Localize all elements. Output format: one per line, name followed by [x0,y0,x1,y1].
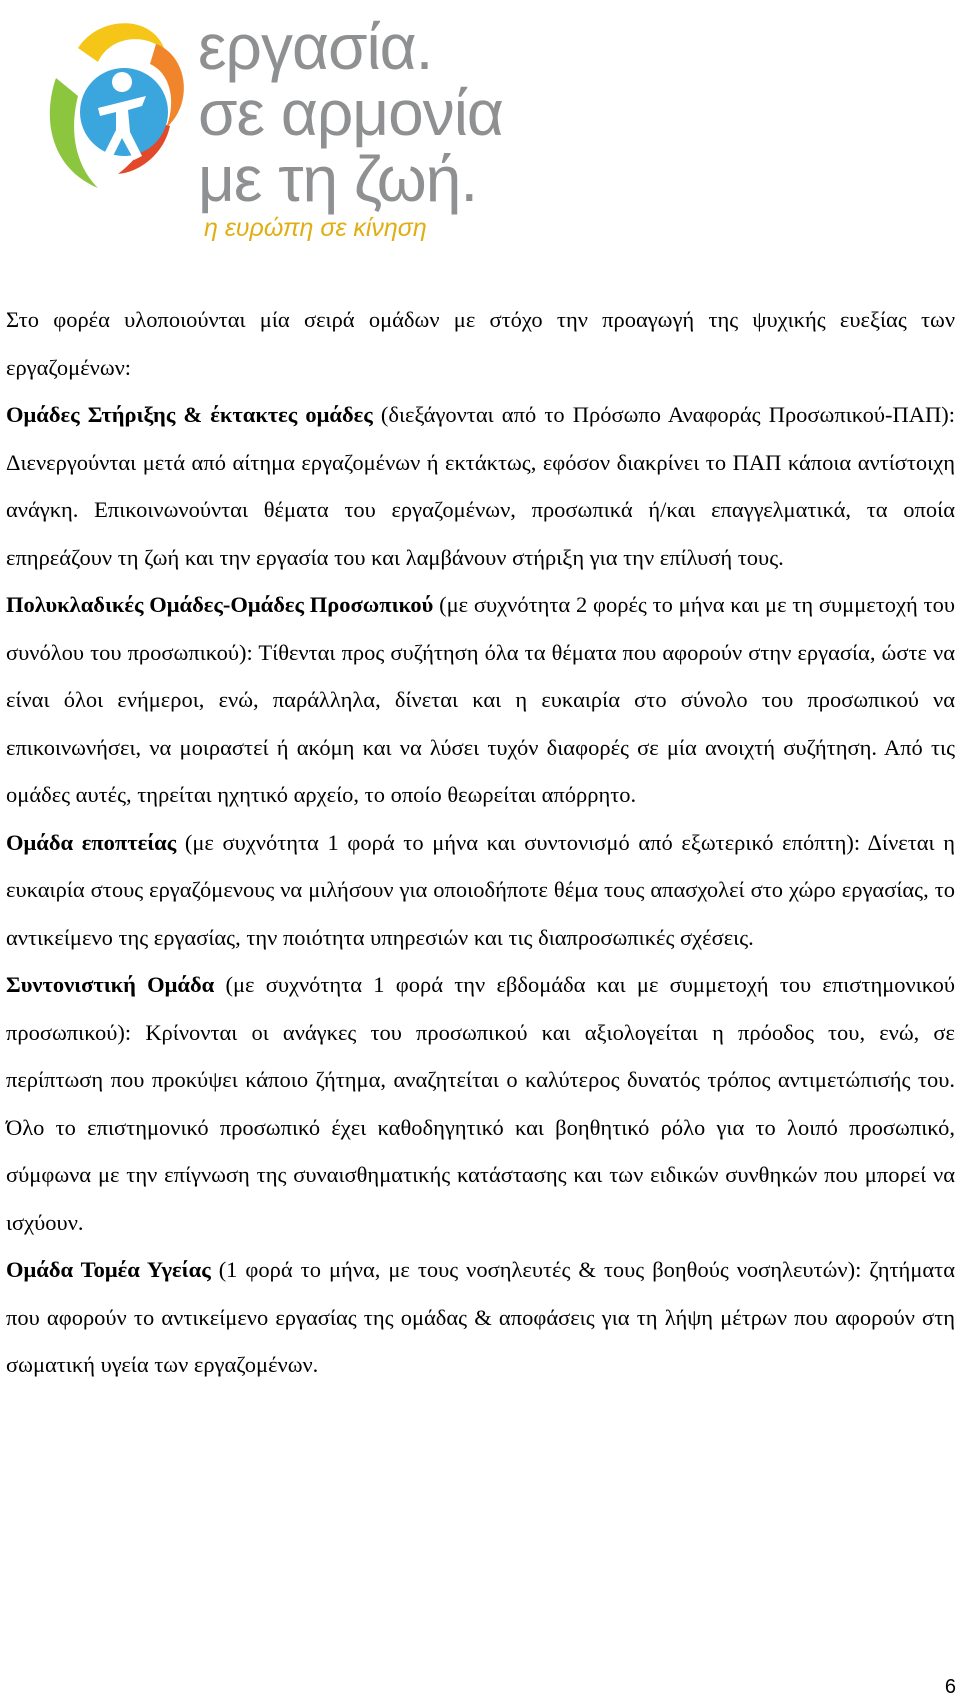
logo-text-line-1: εργασία. [198,11,433,83]
logo-tagline: η ευρώπη σε κίνηση [204,214,427,242]
section-title: Ομάδα εποπτείας [6,829,177,855]
logo-text-line-3: με τη ζωή. [198,143,478,215]
section-text: (1 φορά το μήνα, με τους νοσηλευτές & τους βοηθούς νοσηλευτών): ζητήματα που αφορούν το αντικείμενο εργασίας της ομάδας & αποφάσεις για τη λήψη μέτρων που αφορούν στη σωματική υγεία των εργαζομένων. [6,1257,956,1377]
section-supervision-group [6,819,955,962]
intro-paragraph: Στο φορέα υλοποιούνται μία σειρά ομάδων με στόχο την προαγωγή της ψυχικής ευεξίας των εργαζομένων: [6,307,955,380]
logo-mark-icon [38,8,198,248]
section-multidisciplinary-groups [6,581,955,819]
section-title: Ομάδα Τομέα Υγείας [6,1257,211,1282]
section-health-group [6,1246,955,1389]
section-title: Ομάδες Στήριξης & έκτακτες ομάδες [6,402,373,427]
section-coordination-group [6,961,955,1246]
section-title: Πολυκλαδικές Ομάδες-Ομάδες Προσωπικού [6,592,434,617]
section-text: (διεξάγονται από το Πρόσωπο Αναφοράς Προσωπικού-ΠΑΠ): Διενεργούνται μετά από αίτημα εργαζομένων ή εκτάκτως, εφόσον διακρίνει το ΠΑΠ κάποια αντίστοιχη ανάγκη. Επικοινωνούνται θέματα του εργαζομένων, προσωπικά ή/και επαγγελματικά, τα οποία επηρεάζουν τη ζωή και την εργασία του και λαμβάνουν στήριξη για την επίλυσή τους. [6,402,955,570]
logo [38,8,503,248]
document-body [6,296,955,1389]
page-number: 6 [944,1676,956,1698]
section-text: (με συχνότητα 1 φορά το μήνα και συντονισμό από εξωτερικό επόπτη): Δίνεται η ευκαιρία στους εργαζόμενους να μιλήσουν για οποιοδήποτε θέμα τους απασχολεί στο χώρο εργασίας, το αντικείμενο της εργασίας, την ποιότητα υπηρεσιών και τις διαπροσωπικές σχέσεις. [6,829,955,950]
section-text: (με συχνότητα 2 φορές το μήνα και με τη συμμετοχή του συνόλου του προσωπικού): Τίθενται προς συζήτηση όλα τα θέματα που αφορούν στην εργασία, ώστε να είναι όλοι ενήμεροι, ενώ, παράλληλα, δίνεται και η ευκαιρία στο σύνολο του προσωπικού να επικοινωνήσει, να μοιραστεί ή ακόμη και να λύσει τυχόν διαφορές σε μία ανοιχτή συζήτηση. Από τις ομάδες αυτές, τηρείται ηχητικό αρχείο, το οποίο θεωρείται απόρρητο. [6,592,955,807]
section-text: (με συχνότητα 1 φορά την εβδομάδα και με συμμετοχή του επιστημονικού προσωπικού): Κρίνονται οι ανάγκες του προσωπικού και αξιολογείται η πρόοδος του, ενώ, σε περίπτωση που προκύψει κάποιο ζήτημα, αναζητείται ο καλύτερος δυνατός τρόπος αντιμετώπισής του. Όλο το επιστημονικό προσωπικό έχει καθοδηγητικό και βοηθητικό ρόλο για το λοιπό προσωπικό, σύμφωνα με την επίγνωση της συναισθηματικής κατάστασης και των ειδικών συνθηκών που μπορεί να ισχύουν. [6,972,955,1235]
section-support-groups [6,391,955,581]
section-title: Συντονιστική Ομάδα [6,972,215,997]
logo-text-line-2: σε αρμονία [198,77,503,149]
